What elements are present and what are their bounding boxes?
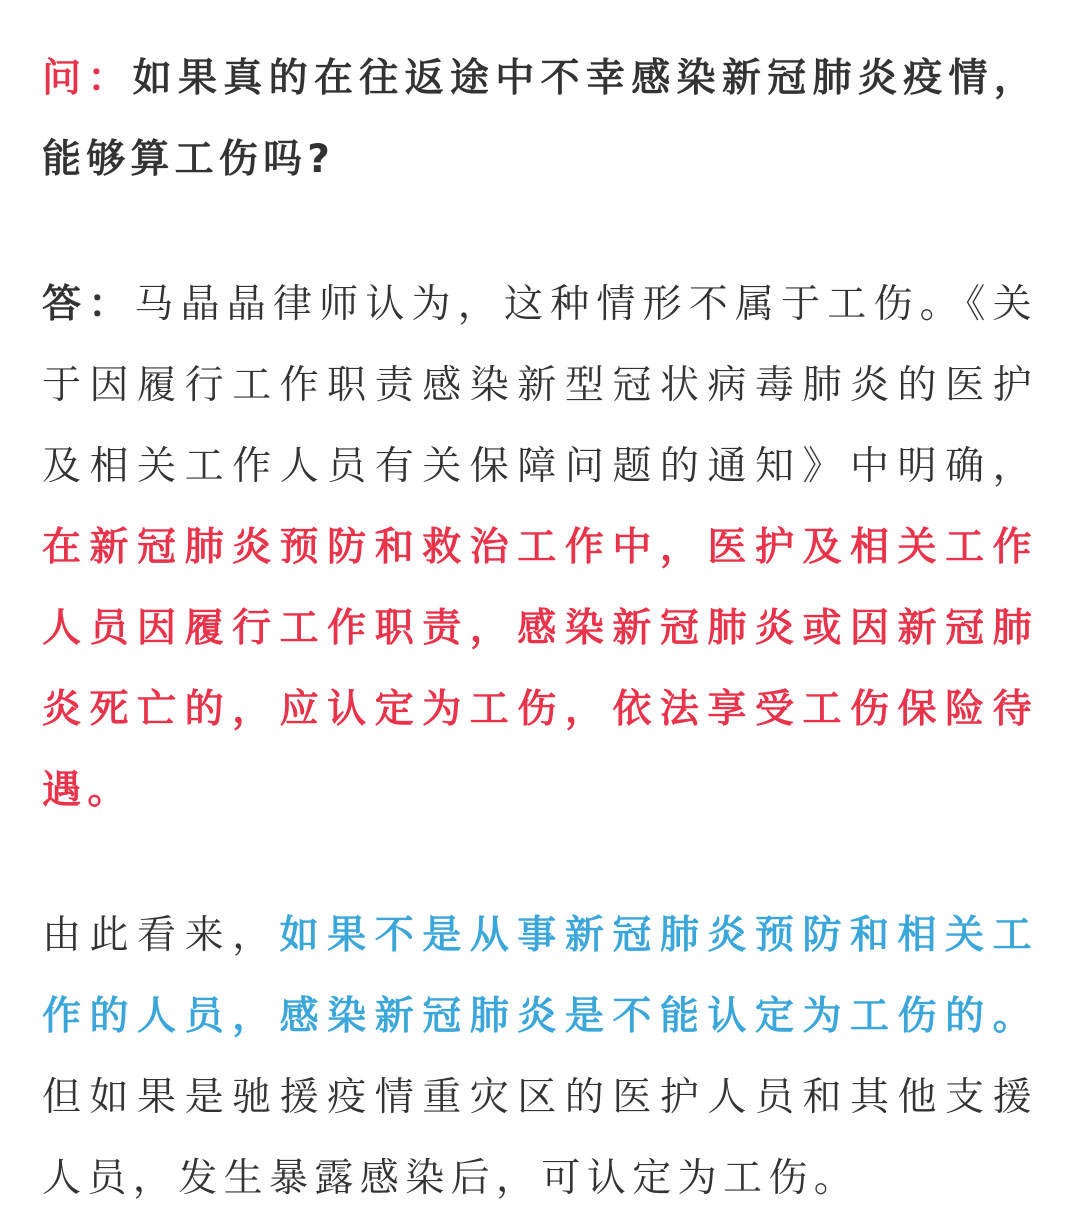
article-body [42,38,1038,1219]
question-text: 如果真的在往返途中不幸感染新冠肺炎疫情，能够算工伤吗? [42,56,1038,182]
question-label: 问： [42,56,133,101]
answer-paragraph [42,264,1038,831]
conclusion-text: 但如果是驰援疫情重灾区的医护人员和其他支援人员，发生暴露感染后，可认定为工伤。 [42,1075,1038,1201]
answer-highlight-red: 在新冠肺炎预防和救治工作中，医护及相关工作人员因履行工作职责，感染新冠肺炎或因新冠肺炎死亡的，应认定为工伤，依法享受工伤保险待遇。 [42,525,1038,813]
question-paragraph [42,38,1038,200]
answer-text: 马晶晶律师认为，这种情形不属于工伤。《关于因履行工作职责感染新型冠状病毒肺炎的医护及相关工作人员有关保障问题的通知》中明确， [42,282,1038,489]
conclusion-intro: 由此看来， [42,913,280,958]
answer-label: 答： [42,282,135,327]
conclusion-highlight-blue: 如果不是从事新冠肺炎预防和相关工作的人员，感染新冠肺炎是不能认定为工伤的。 [42,913,1038,1039]
conclusion-paragraph [42,895,1038,1219]
